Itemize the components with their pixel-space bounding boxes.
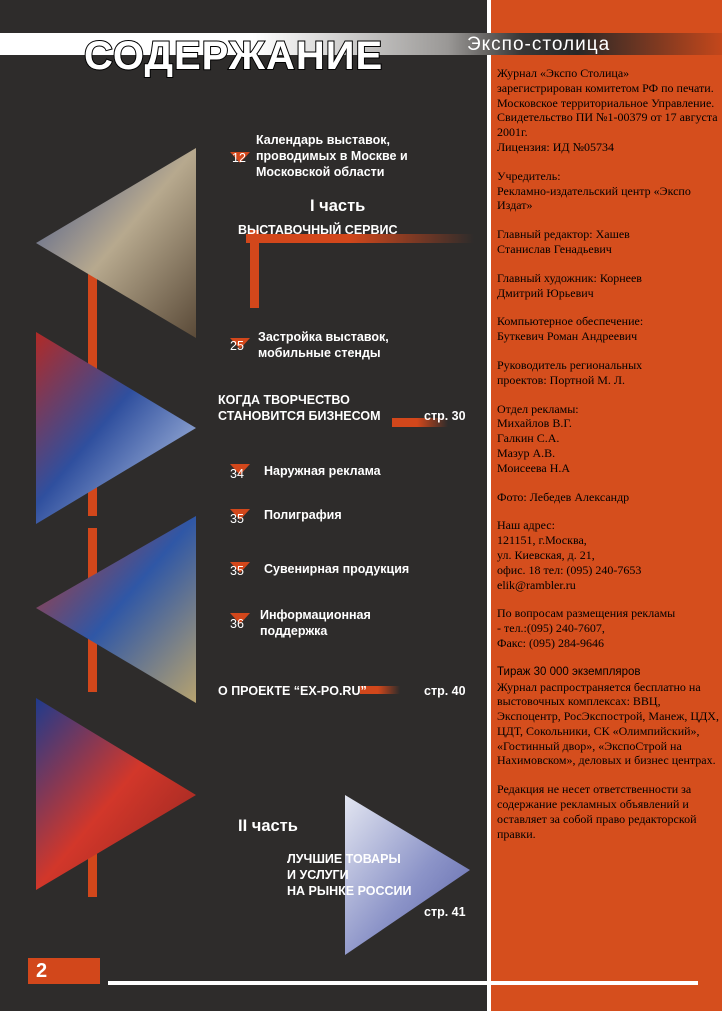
part2-title: II часть: [238, 817, 298, 835]
toc-page-number: 35: [230, 564, 244, 578]
feature-page: стр. 30: [424, 409, 466, 423]
feature-headline: КОГДА ТВОРЧЕСТВО СТАНОВИТСЯ БИЗНЕСОМ: [218, 393, 381, 423]
imprint-address: Наш адрес: 121151, г.Москва, ул. Киевская, д. 21, офис. 18 тел: (095) 240-7653 elik@rambler.ru: [497, 518, 642, 592]
part2-page: стр. 41: [424, 905, 466, 919]
toc-entry: Полиграфия: [264, 508, 342, 522]
exhibition-photo-2: [36, 332, 196, 524]
part2-subtitle: ЛУЧШИЕ ТОВАРЫ И УСЛУГИ НА РЫНКЕ РОССИИ: [287, 852, 412, 898]
feature-headline: О ПРОЕКТЕ “EX-PO.RU”: [218, 684, 367, 698]
imprint-founder: Учредитель: Рекламно-издательский центр «Экспо Издат»: [497, 168, 691, 213]
imprint-placement: По вопросам размещения рекламы - тел.:(095) 240-7607, Факс: (095) 284-9646: [497, 606, 676, 650]
imprint-ads: Отдел рекламы: Михайлов В.Г. Галкин С.А. Мазур А.В. Моисеева Н.А: [497, 401, 579, 475]
imprint-circulation: Тираж 30 000 экземпляров: [497, 665, 641, 678]
toc-entry: Застройка выставок, мобильные стенды: [258, 330, 389, 360]
toc-page-number: 35: [230, 512, 244, 526]
magazine-brand: Экспо-столица: [467, 34, 611, 55]
exhibition-photo-3: [36, 516, 196, 703]
toc-entry: Информационная поддержка: [260, 608, 371, 638]
imprint-distribution: Журнал распространяется бесплатно на выстовочных комплексах: ВВЦ, Экспоцентр, РосЭкспострой, Манеж, ЦДХ, ЦДТ, Сокольники, СК «Олимпийский», «Гостинный двор», «ЭкспоСтрой на Нахимовском», деловых и бизнес центрах.: [497, 679, 719, 768]
toc-entry: Календарь выставок, проводимых в Москве и Московской области: [256, 133, 408, 179]
imprint-disclaimer: Редакция не несет ответственности за содержание рекламных объявлений и оставляет за собой право редакторской правки.: [497, 782, 697, 841]
toc-page-number: 25: [230, 339, 244, 353]
toc-page-number: 12: [232, 151, 246, 165]
imprint-computer: Компьютерное обеспечение: Буткевич Роман Андреевич: [497, 314, 644, 344]
part1-title: I часть: [310, 197, 366, 215]
part1-subtitle: ВЫСТАВОЧНЫЙ СЕРВИС: [238, 223, 398, 237]
imprint-column: [497, 66, 719, 855]
toc-page-number: 36: [230, 617, 244, 631]
feature-page: стр. 40: [424, 684, 466, 698]
imprint-photo: Фото: Лебедев Александр: [497, 489, 630, 504]
footer-line: [108, 981, 698, 985]
imprint-regional: Руководитель региональных проектов: Портной М. Л.: [497, 357, 643, 387]
exhibition-photo-1: [36, 148, 196, 338]
toc-entry: Наружная реклама: [264, 464, 381, 478]
imprint-artist: Главный художник: Корнеев Дмитрий Юрьевич: [497, 270, 642, 300]
toc-entry: Сувенирная продукция: [264, 562, 410, 576]
imprint-editor: Главный редактор: Хашев Станислав Генадьевич: [497, 227, 630, 256]
page-number: 2: [36, 960, 48, 982]
exhibition-photo-4: [36, 698, 196, 890]
page-title: СОДЕРЖАНИЕ: [84, 34, 384, 78]
imprint-registration: Журнал «Экспо Столица» зарегистрирован комитетом РФ по печати. Московское территориальное Управление. Свидетельство ПИ №1-00379 от 17 августа 2001г. Лицензия: ИД №05734: [497, 66, 718, 154]
toc-page-number: 34: [230, 467, 244, 481]
